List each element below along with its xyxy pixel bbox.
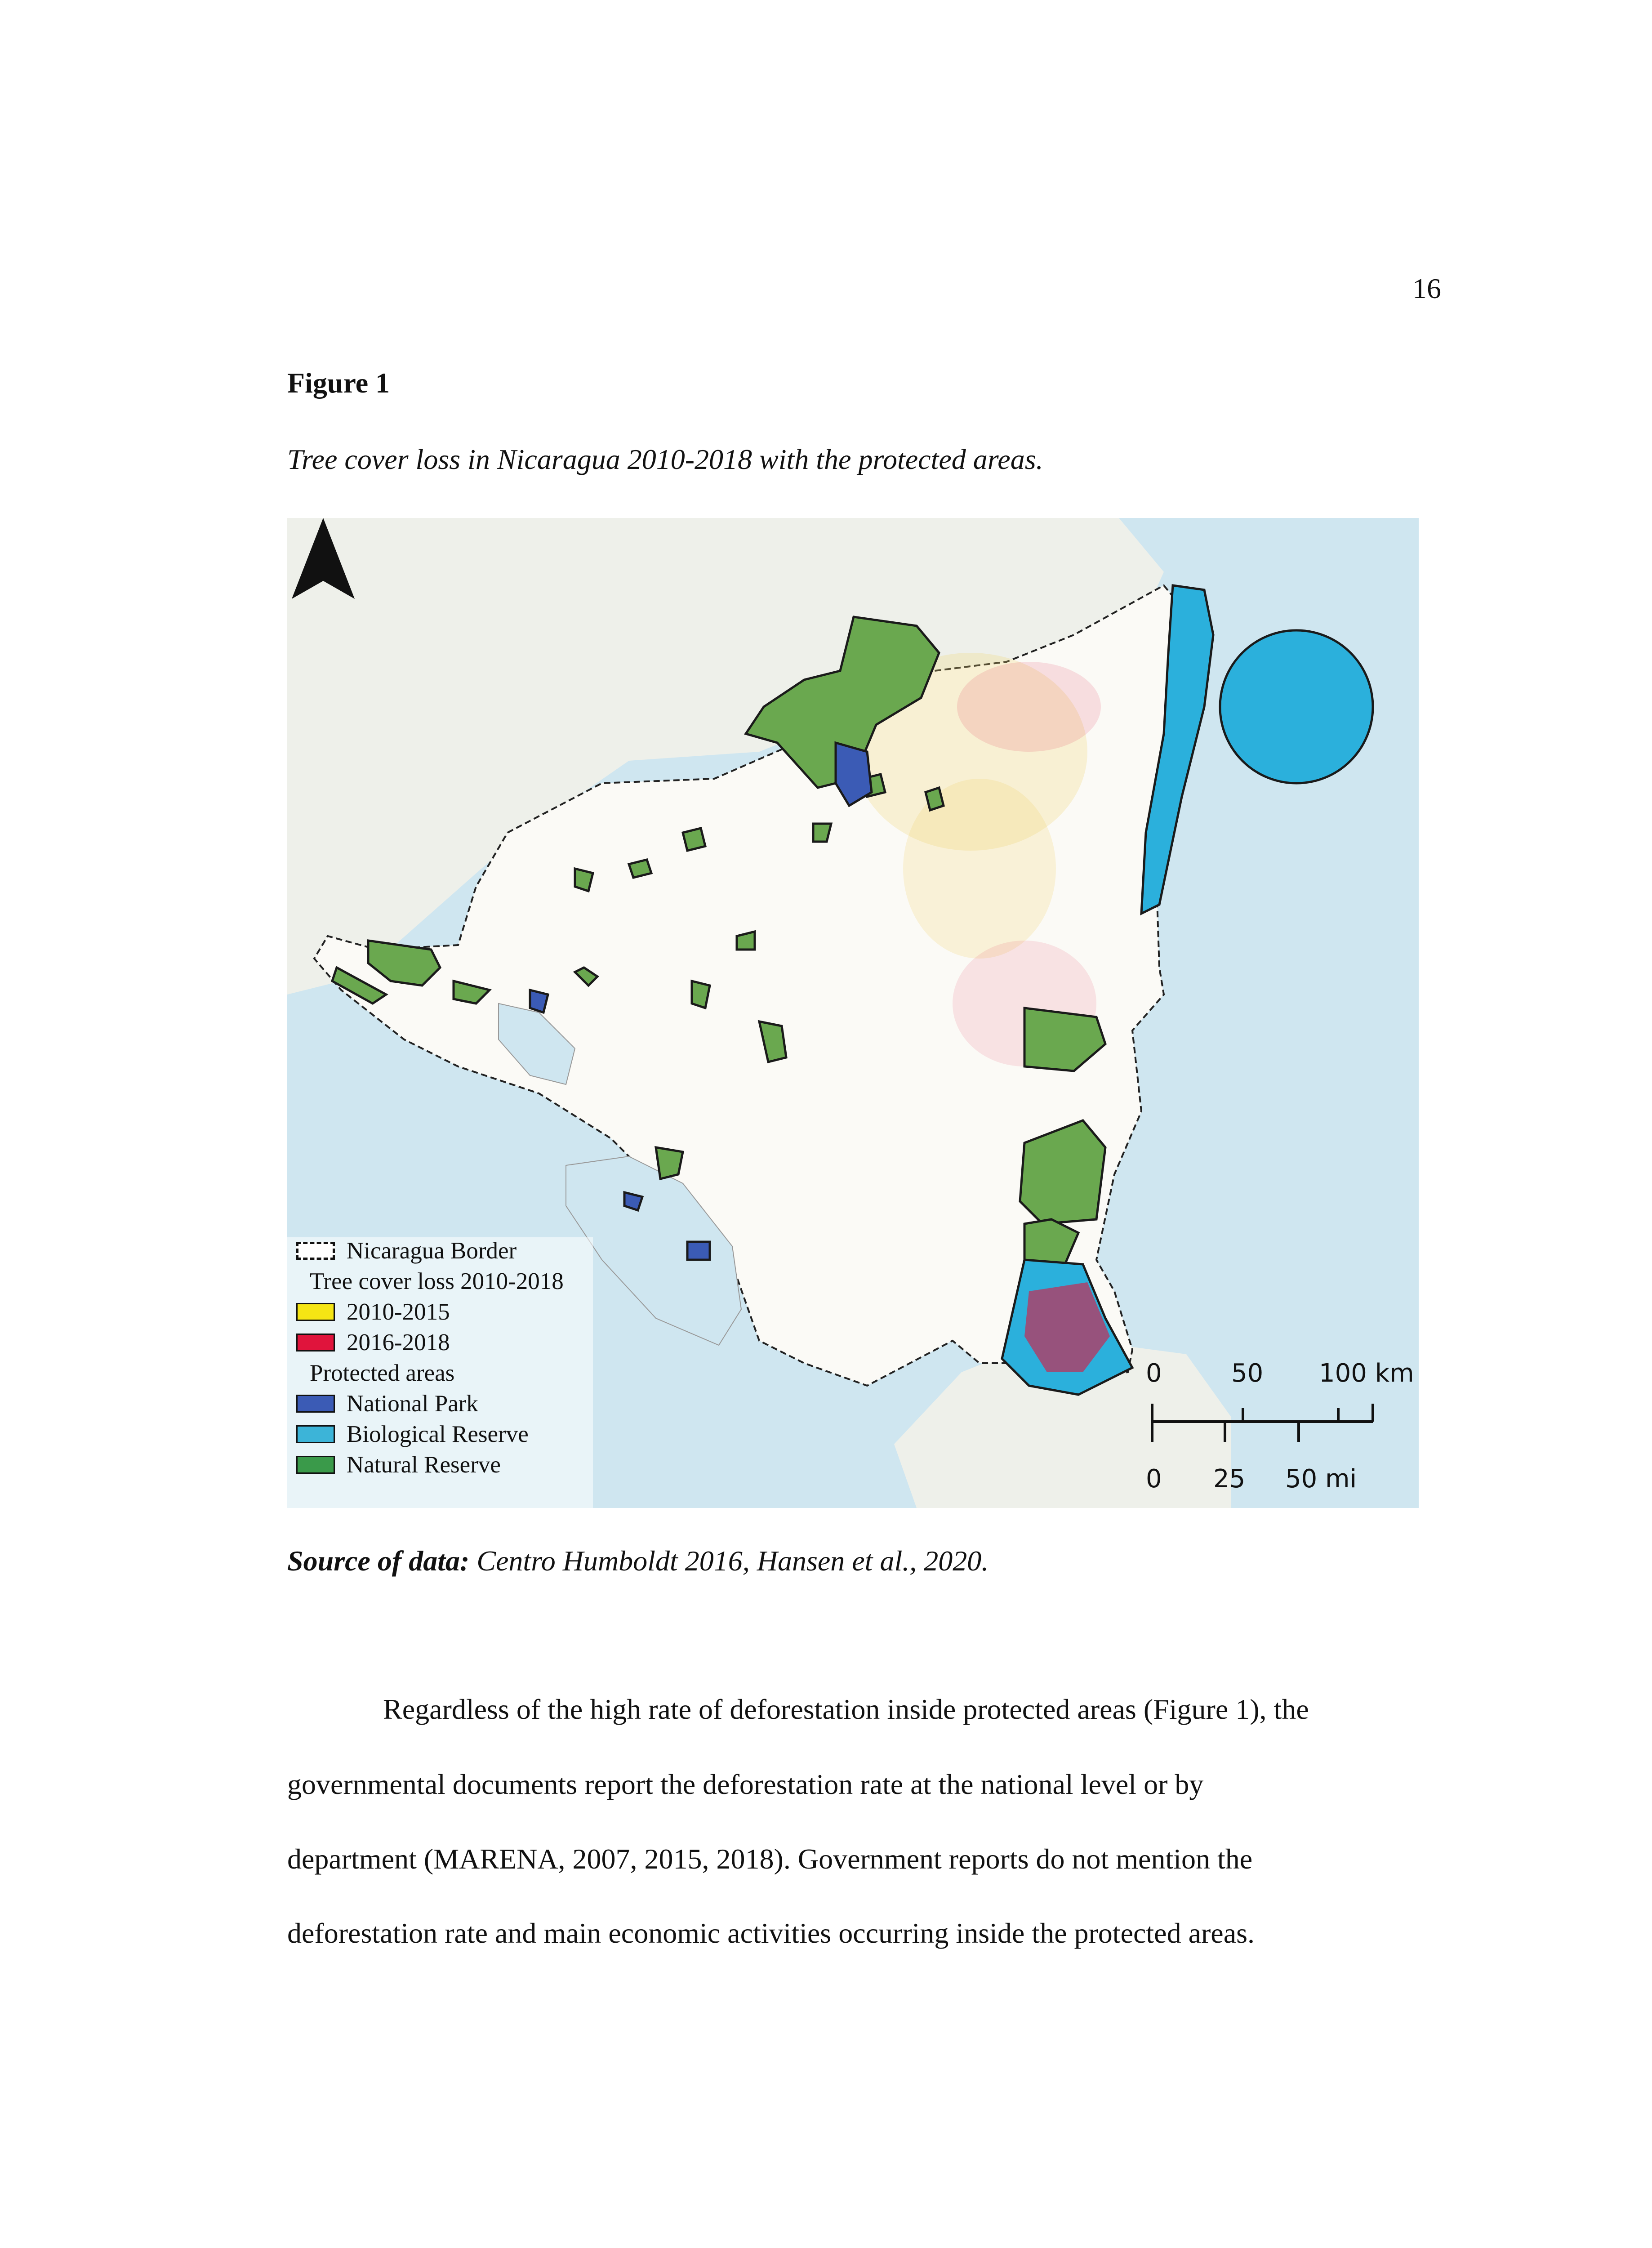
scale-mi-label: 0	[1146, 1464, 1162, 1494]
legend-loss-item	[296, 1298, 450, 1325]
scale-bar	[1146, 1359, 1416, 1507]
nicaragua-map	[287, 518, 1419, 1508]
legend-protected-label: National Park	[347, 1391, 478, 1417]
scale-km-label: 0	[1146, 1359, 1162, 1388]
legend-loss-label: 2016-2018	[347, 1329, 450, 1356]
map-legend	[287, 1237, 593, 1508]
legend-protected-item	[296, 1390, 478, 1417]
scale-km-label: 50	[1231, 1359, 1264, 1388]
legend-protected-item	[296, 1421, 529, 1448]
page-number: 16	[1412, 272, 1441, 304]
figure-caption: Tree cover loss in Nicaragua 2010-2018 with the protected areas.	[287, 443, 1043, 475]
scale-mi-label: 25	[1213, 1464, 1246, 1494]
north-arrow-icon	[287, 518, 359, 608]
paragraph-line: Regardless of the high rate of deforestation inside protected areas (Figure 1), the	[383, 1693, 1309, 1725]
source-text: Centro Humboldt 2016, Hansen et al., 2020.	[469, 1545, 989, 1577]
legend-loss-item	[296, 1329, 450, 1356]
legend-protected-label: Natural Reserve	[347, 1452, 501, 1478]
scale-km-label: 100 km	[1319, 1359, 1414, 1388]
green-swatch	[296, 1456, 335, 1474]
source-label: Source of data:	[287, 1545, 470, 1577]
navy-swatch	[296, 1395, 335, 1413]
legend-border	[296, 1237, 517, 1264]
legend-loss-label: 2010-2015	[347, 1299, 450, 1325]
scale-bar-graphic	[1146, 1399, 1416, 1453]
paragraph-line: deforestation rate and main economic activities occurring inside the protected areas.	[287, 1917, 1255, 1949]
legend-protected-item	[296, 1451, 501, 1478]
legend-protected-heading: Protected areas	[310, 1360, 455, 1386]
legend-loss-heading: Tree cover loss 2010-2018	[310, 1268, 564, 1294]
red-swatch	[296, 1334, 335, 1351]
paragraph-line: governmental documents report the deforestation rate at the national level or by	[287, 1768, 1204, 1800]
bio-reserve-cays	[1220, 630, 1373, 783]
border-swatch	[296, 1242, 335, 1260]
legend-protected-label: Biological Reserve	[347, 1421, 529, 1447]
legend-border-label: Nicaragua Border	[347, 1238, 517, 1264]
paragraph-line: department (MARENA, 2007, 2015, 2018). Government reports do not mention the	[287, 1843, 1253, 1875]
scale-mi-label: 50 mi	[1285, 1464, 1357, 1494]
yellow-swatch	[296, 1303, 335, 1321]
figure-label: Figure 1	[287, 367, 390, 399]
figure-source	[287, 1544, 989, 1578]
cyan-swatch	[296, 1425, 335, 1443]
